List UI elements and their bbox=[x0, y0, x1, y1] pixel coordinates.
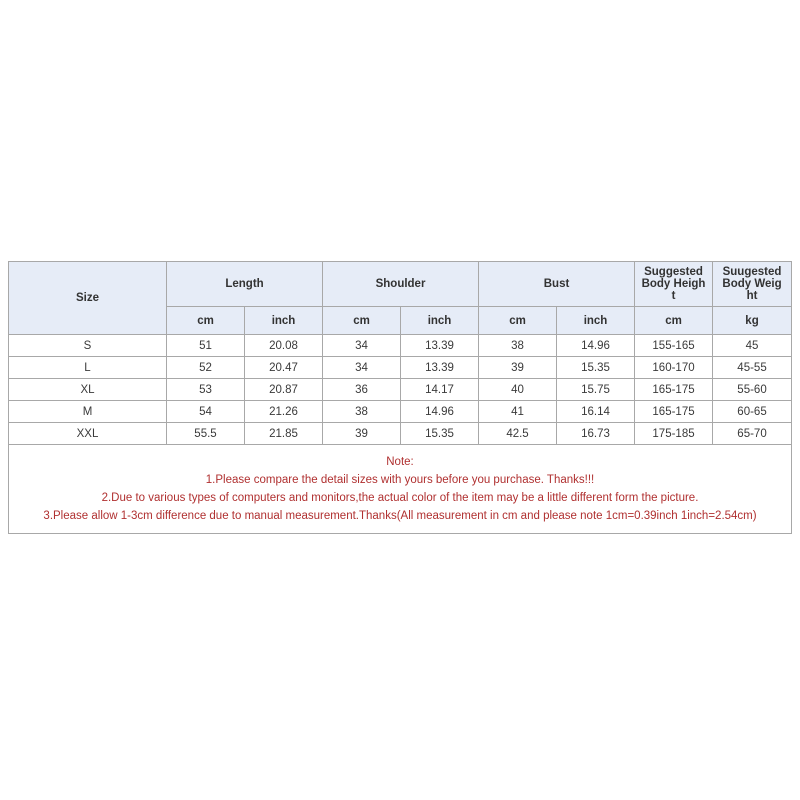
table-row bbox=[9, 335, 792, 357]
cell-height: 165-175 bbox=[635, 401, 713, 423]
header-row-main bbox=[9, 262, 792, 307]
cell-bust-inch: 16.14 bbox=[557, 401, 635, 423]
cell-length-cm: 55.5 bbox=[167, 423, 245, 445]
cell-size: XL bbox=[9, 379, 167, 401]
cell-height: 175-185 bbox=[635, 423, 713, 445]
cell-length-inch: 21.85 bbox=[245, 423, 323, 445]
cell-bust-inch: 16.73 bbox=[557, 423, 635, 445]
cell-shoulder-cm: 34 bbox=[323, 335, 401, 357]
cell-shoulder-cm: 36 bbox=[323, 379, 401, 401]
note-title: Note: bbox=[386, 456, 414, 468]
cell-size: S bbox=[9, 335, 167, 357]
unit-length-inch: inch bbox=[245, 307, 323, 335]
cell-shoulder-cm: 34 bbox=[323, 357, 401, 379]
cell-shoulder-inch: 13.39 bbox=[401, 335, 479, 357]
cell-shoulder-inch: 14.96 bbox=[401, 401, 479, 423]
cell-bust-cm: 41 bbox=[479, 401, 557, 423]
header-suggested-height: Suggested Body Heigh t bbox=[635, 262, 713, 307]
cell-size: XXL bbox=[9, 423, 167, 445]
size-chart-table bbox=[8, 261, 792, 534]
cell-shoulder-cm: 38 bbox=[323, 401, 401, 423]
cell-bust-cm: 38 bbox=[479, 335, 557, 357]
table-row bbox=[9, 357, 792, 379]
cell-length-inch: 20.47 bbox=[245, 357, 323, 379]
note-row bbox=[9, 445, 792, 534]
header-size: Size bbox=[9, 262, 167, 335]
cell-length-cm: 52 bbox=[167, 357, 245, 379]
cell-bust-inch: 15.75 bbox=[557, 379, 635, 401]
unit-height-cm: cm bbox=[635, 307, 713, 335]
note-section bbox=[9, 445, 792, 534]
cell-weight: 60-65 bbox=[713, 401, 792, 423]
cell-shoulder-inch: 13.39 bbox=[401, 357, 479, 379]
table-row bbox=[9, 401, 792, 423]
table-row bbox=[9, 379, 792, 401]
cell-weight: 65-70 bbox=[713, 423, 792, 445]
unit-length-cm: cm bbox=[167, 307, 245, 335]
cell-length-inch: 20.08 bbox=[245, 335, 323, 357]
cell-size: M bbox=[9, 401, 167, 423]
cell-bust-cm: 40 bbox=[479, 379, 557, 401]
cell-weight: 55-60 bbox=[713, 379, 792, 401]
unit-bust-inch: inch bbox=[557, 307, 635, 335]
cell-length-cm: 53 bbox=[167, 379, 245, 401]
cell-length-inch: 21.26 bbox=[245, 401, 323, 423]
cell-length-cm: 54 bbox=[167, 401, 245, 423]
note-line-3: 3.Please allow 1-3cm difference due to manual measurement.Thanks(All measurement in cm and please note 1cm=0.39inch 1inch=2.54cm) bbox=[43, 510, 757, 522]
cell-shoulder-cm: 39 bbox=[323, 423, 401, 445]
cell-size: L bbox=[9, 357, 167, 379]
cell-height: 155-165 bbox=[635, 335, 713, 357]
header-bust: Bust bbox=[479, 262, 635, 307]
cell-height: 160-170 bbox=[635, 357, 713, 379]
note-line-2: 2.Due to various types of computers and monitors,the actual color of the item may be a little different form the picture. bbox=[101, 492, 699, 504]
cell-length-cm: 51 bbox=[167, 335, 245, 357]
unit-shoulder-cm: cm bbox=[323, 307, 401, 335]
cell-weight: 45 bbox=[713, 335, 792, 357]
unit-bust-cm: cm bbox=[479, 307, 557, 335]
table-row bbox=[9, 423, 792, 445]
header-shoulder: Shoulder bbox=[323, 262, 479, 307]
header-length: Length bbox=[167, 262, 323, 307]
cell-bust-inch: 15.35 bbox=[557, 357, 635, 379]
unit-weight-kg: kg bbox=[713, 307, 792, 335]
cell-shoulder-inch: 14.17 bbox=[401, 379, 479, 401]
cell-shoulder-inch: 15.35 bbox=[401, 423, 479, 445]
cell-length-inch: 20.87 bbox=[245, 379, 323, 401]
cell-bust-inch: 14.96 bbox=[557, 335, 635, 357]
unit-shoulder-inch: inch bbox=[401, 307, 479, 335]
cell-bust-cm: 42.5 bbox=[479, 423, 557, 445]
note-line-1: 1.Please compare the detail sizes with yours before you purchase. Thanks!!! bbox=[205, 474, 595, 486]
cell-bust-cm: 39 bbox=[479, 357, 557, 379]
header-suggested-weight: Suugested Body Weig ht bbox=[713, 262, 792, 307]
cell-height: 165-175 bbox=[635, 379, 713, 401]
cell-weight: 45-55 bbox=[713, 357, 792, 379]
